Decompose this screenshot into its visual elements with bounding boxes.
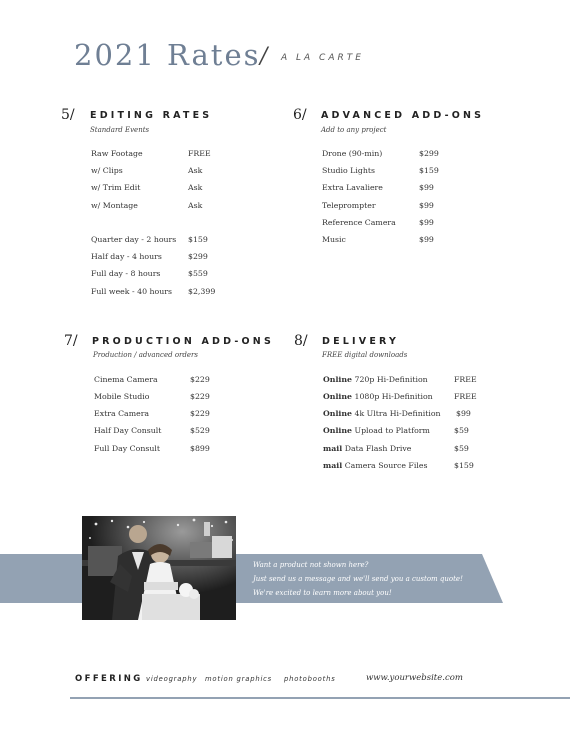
item-name: Data Flash Drive xyxy=(342,444,412,453)
item-price: $529 xyxy=(190,426,210,435)
item-price: $229 xyxy=(190,375,210,384)
item-price: $99 xyxy=(419,201,434,210)
item-price: $2,399 xyxy=(188,287,216,296)
item-price: FREE xyxy=(188,149,211,158)
banner-line-1: Want a product not shown here? xyxy=(253,561,369,569)
item-price: $899 xyxy=(190,444,210,453)
item-name: Upload to Platform xyxy=(352,426,430,435)
title-slash: / xyxy=(260,44,268,69)
item-price: $59 xyxy=(454,444,469,453)
item-name: Full Day Consult xyxy=(94,444,161,453)
item-name: Camera Source Files xyxy=(342,461,428,470)
item-price: $99 xyxy=(456,409,471,418)
item-name: Studio Lights xyxy=(322,166,375,175)
item-name: Raw Footage xyxy=(91,149,143,158)
wedding-photo-icon xyxy=(82,516,236,620)
item-name: Mobile Studio xyxy=(94,392,150,401)
banner-line-2: Just send us a message and we'll send you a custom quote! xyxy=(253,575,463,583)
item-name: w/ Montage xyxy=(91,201,138,210)
item-price: $559 xyxy=(188,269,208,278)
footer-item-photobooths: photobooths xyxy=(284,675,336,683)
delivery-method: Online xyxy=(323,426,353,435)
item-price: $299 xyxy=(188,252,208,261)
item-price: $99 xyxy=(419,183,434,192)
item-name: w/ Trim Edit xyxy=(91,183,141,192)
footer-item-videography: videography xyxy=(146,675,198,683)
item-name: Half Day Consult xyxy=(94,426,162,435)
item-name: Cinema Camera xyxy=(94,375,158,384)
item-price: $299 xyxy=(419,149,439,158)
item-name: Music xyxy=(322,235,346,244)
item-name: Teleprompter xyxy=(322,201,376,210)
item-name: 4k Ultra Hi-Definition xyxy=(352,409,441,418)
item-name: Quarter day - 2 hours xyxy=(91,235,177,244)
item-price: $159 xyxy=(419,166,439,175)
item-price: $229 xyxy=(190,392,210,401)
item-name: w/ Clips xyxy=(91,166,123,175)
item-price: Ask xyxy=(188,166,203,175)
item-name: Extra Lavaliere xyxy=(322,183,383,192)
banner-line-3: We're excited to learn more about you! xyxy=(253,589,392,597)
footer-item-motion-graphics: motion graphics xyxy=(205,675,273,683)
page-title: 2021 Rates xyxy=(74,38,261,72)
production-subtitle: Production / advanced orders xyxy=(93,351,198,359)
item-name: Half day - 4 hours xyxy=(91,252,162,261)
item-price: Ask xyxy=(188,201,203,210)
footer-offering-label: OFFERING xyxy=(75,674,143,684)
item-price: FREE xyxy=(454,392,477,401)
item-name: Reference Camera xyxy=(322,218,396,227)
advanced-subtitle: Add to any project xyxy=(321,126,387,134)
item-price: FREE xyxy=(454,375,477,384)
delivery-method: Online xyxy=(323,392,353,401)
item-price: $59 xyxy=(454,426,469,435)
item-name: Full week - 40 hours xyxy=(91,287,172,296)
item-price: $99 xyxy=(419,235,434,244)
item-name: Drone (90-min) xyxy=(322,149,383,158)
item-name: Full day - 8 hours xyxy=(91,269,161,278)
item-name: Extra Camera xyxy=(94,409,150,418)
editing-number: 5/ xyxy=(61,107,75,123)
delivery-number: 8/ xyxy=(294,333,308,349)
editing-title: EDITING RATES xyxy=(90,110,213,121)
item-name: 720p Hi-Definition xyxy=(352,375,428,384)
delivery-method: mail xyxy=(323,444,343,453)
footer-website-link[interactable]: www.yourwebsite.com xyxy=(366,673,463,683)
delivery-title: DELIVERY xyxy=(322,336,400,347)
production-title: PRODUCTION ADD-ONS xyxy=(92,336,274,347)
delivery-method: Online xyxy=(323,409,353,418)
item-price: $159 xyxy=(454,461,474,470)
delivery-method: mail xyxy=(323,461,343,470)
production-number: 7/ xyxy=(64,333,78,349)
item-price: $99 xyxy=(419,218,434,227)
advanced-number: 6/ xyxy=(293,107,307,123)
item-price: $229 xyxy=(190,409,210,418)
item-price: $159 xyxy=(188,235,208,244)
item-price: Ask xyxy=(188,183,203,192)
page-subtitle: A LA CARTE xyxy=(281,53,364,63)
advanced-title: ADVANCED ADD-ONS xyxy=(321,110,485,121)
item-name: 1080p Hi-Definition xyxy=(352,392,433,401)
footer-divider xyxy=(70,697,570,699)
delivery-subtitle: FREE digital downloads xyxy=(322,351,408,359)
editing-subtitle: Standard Events xyxy=(90,126,150,134)
delivery-method: Online xyxy=(323,375,353,384)
